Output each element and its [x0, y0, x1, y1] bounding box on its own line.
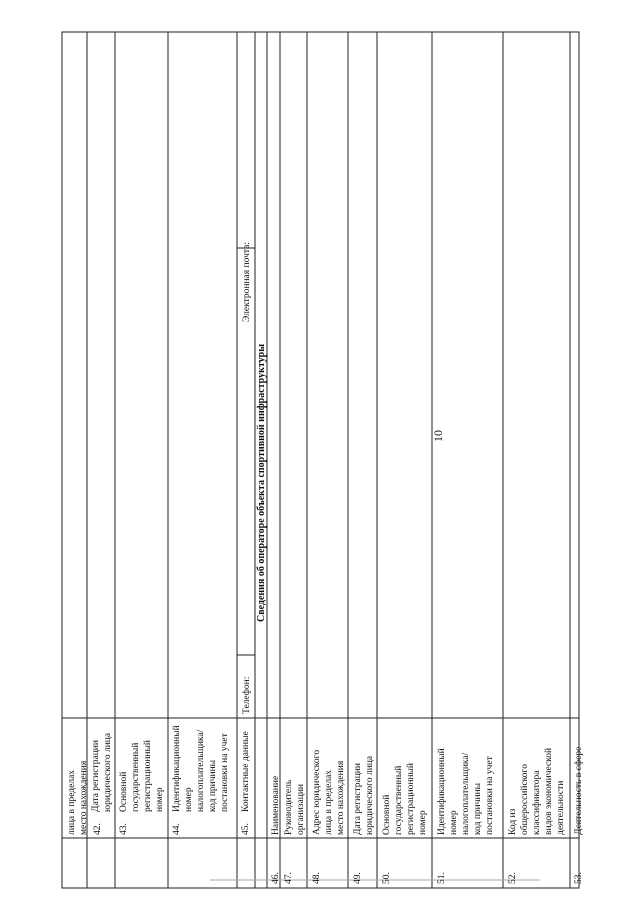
row-number: 46.	[271, 872, 281, 884]
row-number: 53.	[574, 872, 584, 884]
row-number: 49.	[353, 872, 363, 884]
row-label: Идентификационный номер налогоплательщика/ код причины постановки на учет	[172, 725, 230, 812]
row-number: 52.	[508, 872, 518, 884]
row-label: Деятельность в сфере	[574, 746, 584, 835]
row-label: Адрес юридического лица в пределах место нахождения	[312, 749, 346, 835]
row-label: Контактные данные	[241, 731, 251, 812]
row-number: 45.	[241, 823, 251, 835]
row-label: Основной государственный регистрационный номер	[119, 740, 165, 812]
row-number: 50.	[382, 872, 392, 884]
email-label: Электронная почта:	[242, 242, 252, 322]
page-number-text: 10	[431, 430, 445, 442]
row-number: 44.	[172, 823, 182, 835]
row-label: Основной государственный регистрационный номер	[382, 763, 428, 835]
row-label: Идентификационный номер налогоплательщика/ код причины постановки на учет	[437, 748, 495, 835]
row-number: 48.	[312, 872, 322, 884]
row-number: 43.	[119, 823, 129, 835]
phone-label: Телефон:	[242, 676, 252, 714]
row-label: Дата регистрации юридического лица	[353, 755, 375, 835]
row-number: 51.	[437, 872, 447, 884]
row-label: Код из общероссийского классификатора видов экономической деятельности	[508, 747, 566, 835]
row-label: лица в пределах место нахождения	[67, 760, 89, 835]
row-number: 42.	[93, 823, 103, 835]
row-number: 47.	[284, 872, 294, 884]
row-label: Руководитель организации	[284, 779, 306, 835]
row-label: Дата регистрации юридического лица	[91, 732, 113, 812]
row-label: Наименование	[271, 775, 281, 835]
section-heading: Сведения об операторе объекта спортивной инфраструктуры	[256, 343, 267, 622]
